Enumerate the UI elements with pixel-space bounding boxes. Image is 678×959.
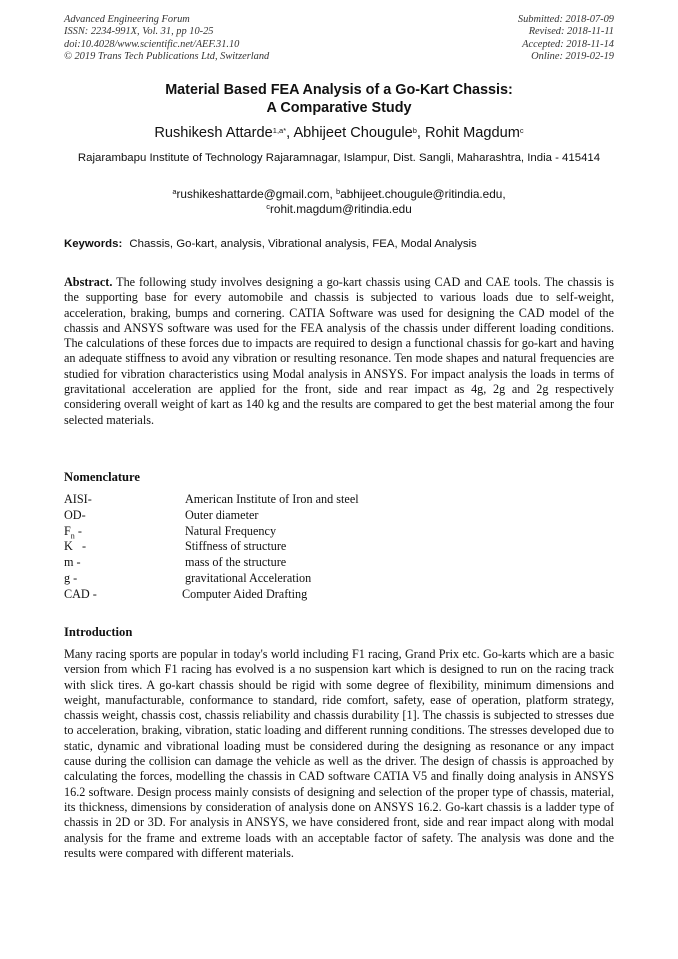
affiliation: Rajarambapu Institute of Technology Rajaramnagar, Islampur, Dist. Sangli, Maharashtra, India - 415414	[77, 152, 601, 164]
nomenclature-definition: American Institute of Iron and steel	[185, 492, 359, 506]
email-mark: a	[172, 187, 177, 196]
email-separator: ,	[329, 187, 337, 201]
keywords-text: Chassis, Go-kart, analysis, Vibrational analysis, FEA, Modal Analysis	[129, 238, 477, 250]
nomenclature-term-symbol: F	[64, 523, 71, 538]
author-list	[0, 124, 678, 142]
author-affil-mark: b	[412, 126, 417, 135]
nomenclature-row	[64, 555, 614, 571]
nomenclature-term: g -	[64, 570, 78, 585]
submission-dates	[518, 14, 614, 63]
nomenclature-heading: Nomenclature	[64, 470, 141, 484]
nomenclature-list	[64, 492, 614, 603]
author-name: Rushikesh Attarde	[154, 125, 273, 141]
nomenclature-row	[64, 539, 614, 555]
introduction-text: Many racing sports are popular in today's world including F1 racing, Grand Prix etc. Go-karts which are a basic version from which F1 racing has evolved is a no suspension kart which is designed to run on the racing track with slick tires. A go-kart chassis should be rigid with some degree of flexibility, minimum dimensions and weight, manufacturable, conformance to standard, ride comfort, safety, ease of operation, platform strategy, chassis weight, chassis cost, chassis reliability and chassis durability [1]. The chassis is subjected to stresses due to acceleration, braking, vibration, static loading and different running conditions. The stresses developed due to static, dynamic and vibrational loading must be considered during the designing as resonance or any impact cause during the collision can damage the vehicle as well as the driver. The design of chassis is approached by calculating the forces, modelling the chassis in CAD software CATIA V5 and finally doing analysis in ANSYS 16.2 software. Design process mainly consists of designing and selection of the proper type of chassis, material, its thickness, dimensions by consideration of analysis done on ANSYS 16.2. Go-kart chassis is a ladder type of chassis in 2D or 3D. For analysis in ANSYS, we have considered front, side and rear impact along with modal analysis for the frame and extreme loads with an acceptable factor of safety. The analysis was done and the results were compared with different materials.	[64, 647, 614, 860]
nomenclature-term: m -	[64, 555, 81, 570]
nomenclature-term	[64, 524, 82, 540]
date-online: Online: 2019-02-19	[531, 50, 614, 62]
nomenclature-term-dash: -	[74, 523, 82, 538]
date-accepted: Accepted: 2018-11-14	[522, 38, 614, 50]
nomenclature-term: AISI-	[64, 492, 92, 506]
nomenclature-row	[64, 492, 614, 508]
nomenclature-term: OD-	[64, 507, 86, 522]
author-name: Rohit Magdum	[425, 125, 520, 141]
email-link[interactable]: rohit.magdum@ritindia.edu	[269, 201, 412, 216]
email-mark: c	[266, 201, 270, 211]
journal-issn: ISSN: 2234-991X, Vol. 31, pp 10-25	[64, 26, 214, 38]
nomenclature-definition: Computer Aided Drafting	[182, 586, 308, 601]
nomenclature-term: K -	[64, 539, 87, 554]
title-line-2: A Comparative Study	[266, 100, 412, 116]
nomenclature-definition: Stiffness of structure	[185, 539, 287, 554]
nomenclature-row	[64, 587, 614, 603]
nomenclature-definition: Natural Frequency	[185, 523, 277, 538]
nomenclature-definition: gravitational Acceleration	[185, 570, 312, 585]
keywords	[64, 237, 477, 251]
nomenclature-term-subscript: n	[70, 531, 75, 541]
journal-name: Advanced Engineering Forum	[64, 14, 190, 25]
paper-title	[0, 81, 678, 117]
keywords-label: Keywords:	[64, 238, 123, 250]
email-link[interactable]: abhijeet.chougule@ritindia.edu	[340, 187, 503, 201]
author-separator: ,	[286, 125, 294, 141]
author-affil-mark: 1,a*	[272, 126, 287, 135]
author-name: Abhijeet Chougule	[293, 125, 413, 141]
author-affil-mark: c	[519, 126, 524, 135]
email-mark: b	[336, 187, 341, 196]
nomenclature-row	[64, 571, 614, 587]
nomenclature-term: CAD -	[64, 586, 97, 601]
abstract-label: Abstract.	[64, 275, 113, 289]
journal-copyright: © 2019 Trans Tech Publications Ltd, Switzerland	[64, 50, 270, 62]
author-emails	[70, 187, 608, 216]
journal-info	[64, 14, 269, 63]
introduction-heading: Introduction	[64, 625, 133, 639]
author-separator: ,	[416, 125, 426, 141]
nomenclature-row	[64, 508, 614, 524]
email-link[interactable]: rushikeshattarde@gmail.com	[176, 187, 330, 201]
date-submitted: Submitted: 2018-07-09	[517, 14, 614, 25]
title-line-1: Material Based FEA Analysis of a Go-Kart Chassis:	[165, 82, 513, 98]
nomenclature-row	[64, 524, 614, 540]
journal-doi: doi:10.4028/www.scientific.net/AEF.31.10	[64, 38, 240, 50]
email-separator: ,	[502, 187, 506, 201]
abstract-text: The following study involves designing a go-kart chassis using CAD and CAE tools. The chassis is the supporting base for every automobile and chassis is subjected to various loads due to self-weight, acceleration, braking, bumps and cornering. CATIA Software was used for designing the CAD model of the chassis and ANSYS software was used for the FEA analysis of the chassis under different loading conditions. The calculations of these forces due to impacts are required to design a functional chassis for go-kart and having an adequate stiffness to avoid any vibration or resulting resonance. Ten mode shapes and natural frequencies are studied for vibration characteristics using Modal analysis in ANSYS. For impact analysis the loads in terms of gravitational acceleration are applied for the front, side and rear impact as 4g, 2g and 2g respectively considering overall weight of kart as 140 kg and the results are compared to get the best material among the four selected materials.	[64, 275, 614, 427]
date-revised: Revised: 2018-11-11	[528, 26, 614, 38]
nomenclature-definition: mass of the structure	[185, 555, 287, 570]
nomenclature-definition: Outer diameter	[185, 507, 259, 522]
abstract	[64, 275, 614, 428]
